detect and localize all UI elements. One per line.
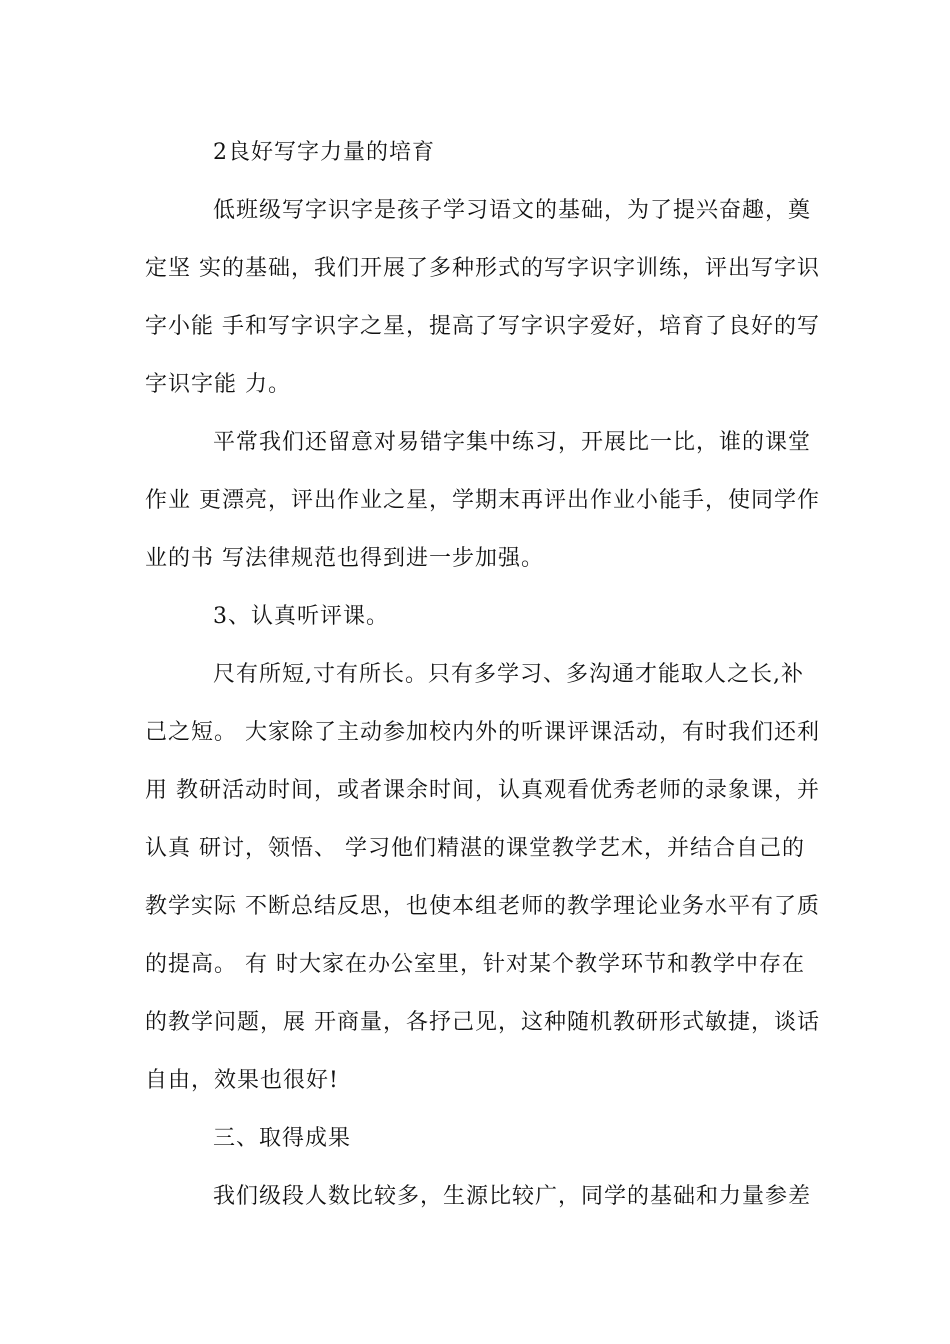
paragraph-line: 业的书 写法律规范也得到进一步加强。 xyxy=(145,546,544,571)
paragraph-line: 定坚 实的基础，我们开展了多种形式的写字识字训练，评出写字识 xyxy=(145,256,820,281)
section-heading: 2良好写字力量的培育 xyxy=(213,140,435,165)
paragraph-line: 字识字能 力。 xyxy=(145,372,291,397)
paragraph-line: 作业 更漂亮，评出作业之星，学期末再评出作业小能手，使同学作 xyxy=(145,488,820,513)
paragraph-line: 的教学问题，展 开商量，各抒己见，这种随机教研形式敏捷，谈话 xyxy=(145,1010,820,1035)
paragraph-line: 我们级段人数比较多，生源比较广，同学的基础和力量参差 xyxy=(213,1184,812,1209)
paragraph-line: 低班级写字识字是孩子学习语文的基础，为了提兴奋趣，奠 xyxy=(213,198,812,223)
paragraph-line: 的提高。 有 时大家在办公室里，针对某个教学环节和教学中存在 xyxy=(145,952,805,977)
paragraph-line: 尺有所短,寸有所长。只有多学习、多沟通才能取人之长,补 xyxy=(213,662,804,687)
paragraph-line: 己之短。 大家除了主动参加校内外的听课评课活动，有时我们还利 xyxy=(145,720,820,745)
paragraph-line: 用 教研活动时间，或者课余时间，认真观看优秀老师的录象课，并 xyxy=(145,778,820,803)
paragraph-line: 认真 研讨，领悟、 学习他们精湛的课堂教学艺术，并结合自己的 xyxy=(145,836,805,861)
section-heading: 三、取得成果 xyxy=(213,1126,352,1151)
paragraph-line: 平常我们还留意对易错字集中练习，开展比一比，谁的课堂 xyxy=(213,430,812,455)
section-heading: 3、认真听评课。 xyxy=(213,604,389,629)
paragraph-line: 字小能 手和写字识字之星，提高了写字识字爱好，培育了良好的写 xyxy=(145,314,820,339)
paragraph-line: 教学实际 不断总结反思，也使本组老师的教学理论业务水平有了质 xyxy=(145,894,820,919)
paragraph-line: 自由，效果也很好! xyxy=(145,1068,339,1093)
